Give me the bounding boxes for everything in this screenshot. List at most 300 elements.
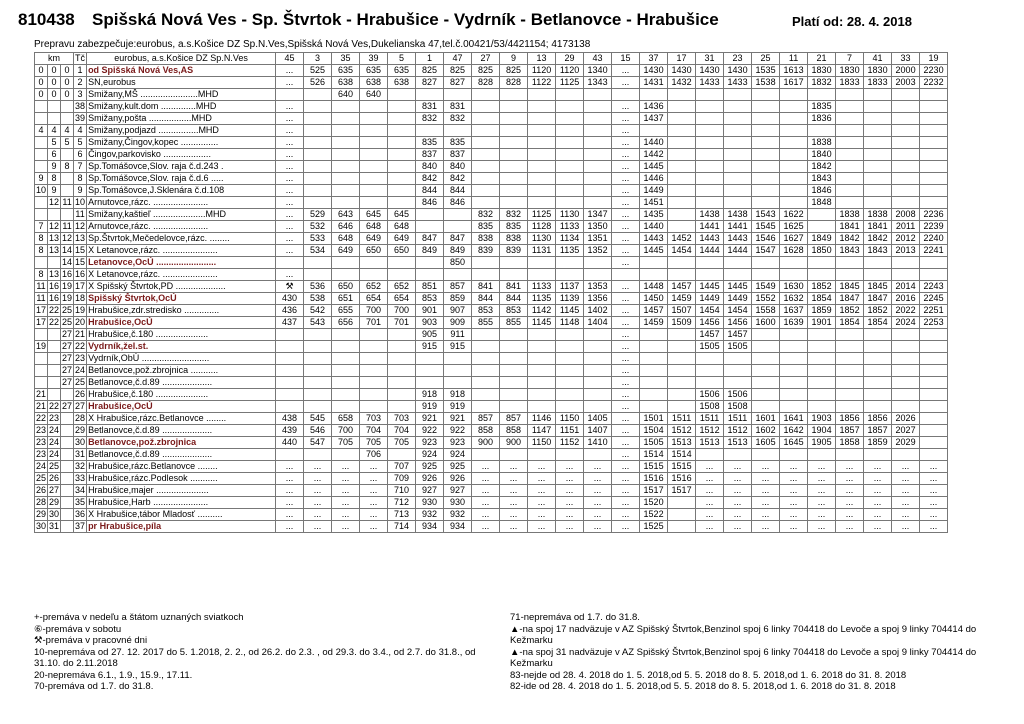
departure-time bbox=[360, 269, 388, 281]
departure-time bbox=[276, 257, 304, 269]
km-cell: 19 bbox=[62, 293, 73, 303]
departure-time: 1440 bbox=[640, 221, 668, 233]
departure-time bbox=[388, 257, 416, 269]
departure-time: 827 bbox=[444, 77, 472, 89]
stop-index-cell: 3 bbox=[74, 89, 87, 101]
departure-time bbox=[724, 185, 752, 197]
departure-time bbox=[696, 113, 724, 125]
departure-time: 1456 bbox=[724, 317, 752, 329]
km-cell: 4 bbox=[61, 125, 74, 137]
departure-time bbox=[360, 149, 388, 161]
departure-time bbox=[920, 353, 948, 365]
departure-time bbox=[500, 161, 528, 173]
departure-time bbox=[584, 449, 612, 461]
departure-time bbox=[920, 341, 948, 353]
departure-time: ... bbox=[556, 497, 584, 509]
departure-time: 1505 bbox=[724, 341, 752, 353]
departure-time: ... bbox=[472, 461, 500, 473]
trip-number: 27 bbox=[472, 53, 500, 65]
departure-time bbox=[528, 185, 556, 197]
footnote: 82-ide od 28. 4. 2018 do 1. 5. 2018,od 5. 5. 2018 do 8. 5. 2018,od 1. 6. 2018 do 31. 8. 2018 bbox=[510, 681, 896, 692]
departure-time bbox=[780, 101, 808, 113]
departure-time bbox=[808, 449, 836, 461]
departure-time: ... bbox=[612, 389, 640, 401]
departure-time: 857 bbox=[472, 413, 500, 425]
departure-time bbox=[668, 149, 696, 161]
departure-time: ... bbox=[612, 257, 640, 269]
departure-time: ... bbox=[612, 473, 640, 485]
departure-time bbox=[892, 173, 920, 185]
km-cell bbox=[35, 209, 48, 221]
departure-time bbox=[696, 449, 724, 461]
departure-time bbox=[528, 401, 556, 413]
departure-time bbox=[304, 341, 332, 353]
timetable-row bbox=[35, 149, 948, 161]
departure-time bbox=[836, 401, 864, 413]
departure-time bbox=[500, 389, 528, 401]
departure-time bbox=[780, 365, 808, 377]
departure-time bbox=[472, 149, 500, 161]
departure-time bbox=[388, 377, 416, 389]
departure-time: 1515 bbox=[640, 461, 668, 473]
departure-time: ... bbox=[696, 521, 724, 533]
km-cell bbox=[35, 377, 48, 389]
departure-time bbox=[388, 197, 416, 209]
departure-time: 1352 bbox=[584, 245, 612, 257]
km-cell: 26 bbox=[36, 485, 47, 495]
departure-time: 1442 bbox=[640, 149, 668, 161]
departure-time bbox=[808, 353, 836, 365]
departure-time: 2253 bbox=[920, 317, 948, 329]
departure-time: 1903 bbox=[808, 413, 836, 425]
timetable-row bbox=[35, 65, 948, 77]
departure-time: 635 bbox=[332, 65, 360, 77]
departure-time bbox=[724, 257, 752, 269]
departure-time: 859 bbox=[444, 293, 472, 305]
timetable-row bbox=[35, 221, 948, 233]
departure-time bbox=[528, 377, 556, 389]
departure-time bbox=[892, 401, 920, 413]
departure-time bbox=[752, 365, 780, 377]
departure-time: ... bbox=[752, 521, 780, 533]
km-cell bbox=[61, 389, 74, 401]
stop-index-cell: 36 bbox=[75, 509, 86, 519]
km-cell: 11 bbox=[36, 293, 46, 303]
departure-time: 640 bbox=[332, 89, 360, 101]
departure-time: 1135 bbox=[528, 293, 556, 305]
departure-time bbox=[668, 161, 696, 173]
km-cell: 13 bbox=[49, 269, 60, 279]
km-cell: 0 bbox=[35, 77, 48, 89]
departure-time bbox=[780, 389, 808, 401]
departure-time bbox=[332, 389, 360, 401]
departure-time bbox=[724, 113, 752, 125]
departure-time bbox=[808, 209, 836, 221]
departure-time: 437 bbox=[276, 317, 304, 329]
stop-name: Čingov,parkovisko ................... bbox=[87, 149, 276, 161]
km-cell: 24 bbox=[36, 461, 47, 471]
departure-time: 1430 bbox=[668, 65, 696, 77]
departure-time bbox=[528, 365, 556, 377]
departure-time bbox=[752, 113, 780, 125]
departure-time: ... bbox=[780, 461, 808, 473]
departure-time: 927 bbox=[416, 485, 444, 497]
departure-time: 855 bbox=[500, 317, 528, 329]
departure-time: 1847 bbox=[864, 293, 892, 305]
departure-time bbox=[724, 365, 752, 377]
departure-time bbox=[304, 173, 332, 185]
stop-name: Smižany,podjazd ................MHD bbox=[87, 125, 276, 137]
departure-time bbox=[332, 173, 360, 185]
departure-time bbox=[584, 257, 612, 269]
departure-time: 709 bbox=[388, 473, 416, 485]
departure-time bbox=[752, 401, 780, 413]
departure-time: ... bbox=[276, 245, 304, 257]
departure-time bbox=[920, 413, 948, 425]
departure-time bbox=[864, 125, 892, 137]
departure-time bbox=[528, 113, 556, 125]
departure-time bbox=[388, 137, 416, 149]
departure-time: 1835 bbox=[808, 101, 836, 113]
stop-index-cell: 12 bbox=[75, 221, 86, 231]
departure-time: 849 bbox=[444, 245, 472, 257]
departure-time: 1507 bbox=[668, 305, 696, 317]
departure-time bbox=[472, 257, 500, 269]
departure-time: ... bbox=[276, 209, 304, 221]
departure-time bbox=[892, 377, 920, 389]
departure-time bbox=[304, 161, 332, 173]
km-cell: 0 bbox=[61, 65, 74, 77]
departure-time bbox=[668, 341, 696, 353]
stop-name: Spišský Štvrtok,OcÚ bbox=[87, 293, 276, 305]
departure-time bbox=[360, 389, 388, 401]
departure-time: 2026 bbox=[892, 413, 920, 425]
departure-time: ... bbox=[612, 365, 640, 377]
departure-time bbox=[864, 377, 892, 389]
km-cell bbox=[48, 341, 61, 353]
departure-time: ... bbox=[696, 509, 724, 521]
departure-time bbox=[276, 89, 304, 101]
departure-time bbox=[360, 401, 388, 413]
departure-time: ... bbox=[612, 293, 640, 305]
departure-time: 844 bbox=[472, 293, 500, 305]
departure-time: ... bbox=[500, 485, 528, 497]
departure-time: 706 bbox=[360, 449, 388, 461]
departure-time: 911 bbox=[444, 329, 472, 341]
km-cell: 27 bbox=[62, 341, 73, 351]
departure-time: 534 bbox=[304, 245, 332, 257]
departure-time: 1632 bbox=[780, 293, 808, 305]
departure-time: 1454 bbox=[696, 305, 724, 317]
departure-time: ... bbox=[836, 485, 864, 497]
departure-time bbox=[920, 197, 948, 209]
departure-time: 1407 bbox=[584, 425, 612, 437]
departure-time: 2027 bbox=[892, 425, 920, 437]
departure-time: 1128 bbox=[528, 221, 556, 233]
km-cell: 25 bbox=[49, 461, 60, 471]
departure-time bbox=[668, 173, 696, 185]
stop-index-cell: 30 bbox=[75, 437, 86, 447]
departure-time bbox=[668, 185, 696, 197]
departure-time: 1445 bbox=[640, 161, 668, 173]
departure-time bbox=[640, 365, 668, 377]
departure-time bbox=[668, 353, 696, 365]
departure-time bbox=[780, 197, 808, 209]
departure-time bbox=[360, 353, 388, 365]
departure-time: ... bbox=[304, 521, 332, 533]
departure-time bbox=[388, 89, 416, 101]
departure-time bbox=[332, 401, 360, 413]
footnote: ⚒-premáva v pracovné dni bbox=[34, 635, 148, 646]
departure-time bbox=[472, 401, 500, 413]
timetable-row bbox=[35, 365, 948, 377]
departure-time: 1456 bbox=[696, 317, 724, 329]
km-cell: 27 bbox=[62, 377, 73, 387]
departure-time: 1504 bbox=[640, 425, 668, 437]
stop-index-cell: 10 bbox=[75, 197, 86, 207]
stop-name: Sp.Tomášovce,Slov. raja č.d.6 ..... bbox=[87, 173, 276, 185]
km-cell: 0 bbox=[61, 77, 74, 89]
departure-time: 1854 bbox=[836, 317, 864, 329]
departure-time: 2240 bbox=[920, 233, 948, 245]
departure-time bbox=[276, 341, 304, 353]
trip-number: 47 bbox=[444, 53, 472, 65]
departure-time: ... bbox=[864, 461, 892, 473]
departure-time: ... bbox=[528, 473, 556, 485]
departure-time: 648 bbox=[388, 221, 416, 233]
departure-time bbox=[500, 149, 528, 161]
stop-name: Vydrník,ObÚ ........................... bbox=[87, 353, 276, 365]
departure-time: 918 bbox=[444, 389, 472, 401]
departure-time bbox=[696, 269, 724, 281]
departure-time: 1645 bbox=[780, 437, 808, 449]
departure-time: 828 bbox=[472, 77, 500, 89]
departure-time bbox=[836, 137, 864, 149]
departure-time bbox=[780, 341, 808, 353]
departure-time bbox=[360, 125, 388, 137]
departure-time bbox=[808, 389, 836, 401]
departure-time: 1438 bbox=[724, 209, 752, 221]
departure-time: 1444 bbox=[696, 245, 724, 257]
departure-time bbox=[640, 125, 668, 137]
km-cell: 27 bbox=[62, 401, 73, 411]
km-cell: 13 bbox=[49, 245, 60, 255]
km-cell bbox=[61, 473, 74, 485]
departure-time: 645 bbox=[360, 209, 388, 221]
departure-time bbox=[304, 149, 332, 161]
departure-time bbox=[556, 125, 584, 137]
departure-time: 837 bbox=[416, 149, 444, 161]
departure-time bbox=[640, 257, 668, 269]
departure-time: 839 bbox=[500, 245, 528, 257]
departure-time: 832 bbox=[444, 113, 472, 125]
departure-time: 921 bbox=[444, 413, 472, 425]
departure-time: 1841 bbox=[864, 221, 892, 233]
departure-time bbox=[556, 353, 584, 365]
departure-time: ... bbox=[696, 473, 724, 485]
departure-time: 1457 bbox=[640, 305, 668, 317]
timetable-row bbox=[35, 245, 948, 257]
departure-time bbox=[444, 377, 472, 389]
departure-time bbox=[332, 341, 360, 353]
departure-time: ... bbox=[836, 497, 864, 509]
departure-time: 1443 bbox=[640, 233, 668, 245]
km-cell: 25 bbox=[62, 317, 73, 327]
departure-time bbox=[920, 425, 948, 437]
departure-time: ... bbox=[360, 521, 388, 533]
km-cell bbox=[48, 389, 61, 401]
departure-time bbox=[332, 185, 360, 197]
departure-time: ... bbox=[920, 509, 948, 521]
departure-time bbox=[332, 449, 360, 461]
departure-time: 2243 bbox=[920, 281, 948, 293]
departure-time bbox=[836, 161, 864, 173]
stop-index-cell: 16 bbox=[75, 269, 86, 279]
departure-time bbox=[696, 137, 724, 149]
km-cell: 22 bbox=[49, 401, 60, 411]
departure-time bbox=[500, 101, 528, 113]
departure-time: 1512 bbox=[668, 425, 696, 437]
departure-time: 1146 bbox=[528, 413, 556, 425]
departure-time: ... bbox=[332, 461, 360, 473]
stop-name: Hrabušice,č.180 ..................... bbox=[87, 329, 276, 341]
stop-name: Arnutovce,rázc. ...................... bbox=[87, 221, 276, 233]
departure-time: ... bbox=[500, 473, 528, 485]
departure-time: 932 bbox=[416, 509, 444, 521]
km-cell: 0 bbox=[35, 89, 48, 101]
departure-time: 1516 bbox=[668, 473, 696, 485]
departure-time: ... bbox=[724, 473, 752, 485]
departure-time bbox=[500, 449, 528, 461]
departure-time bbox=[836, 89, 864, 101]
departure-time: 705 bbox=[360, 437, 388, 449]
departure-time bbox=[864, 449, 892, 461]
departure-time: 901 bbox=[416, 305, 444, 317]
departure-time bbox=[752, 149, 780, 161]
stop-name: Betlanovce,č.d.89 .................... bbox=[87, 425, 276, 437]
km-cell: 0 bbox=[48, 65, 61, 77]
departure-time: ... bbox=[864, 497, 892, 509]
stop-index-cell: 21 bbox=[75, 329, 86, 339]
departure-time: 2245 bbox=[920, 293, 948, 305]
departure-time bbox=[500, 137, 528, 149]
departure-time: ... bbox=[304, 485, 332, 497]
departure-time: 714 bbox=[388, 521, 416, 533]
km-cell: 5 bbox=[48, 137, 61, 149]
departure-time bbox=[752, 125, 780, 137]
departure-time: 1133 bbox=[556, 221, 584, 233]
departure-time: 905 bbox=[416, 329, 444, 341]
departure-time bbox=[416, 269, 444, 281]
departure-time bbox=[472, 137, 500, 149]
departure-time: 649 bbox=[360, 233, 388, 245]
departure-time bbox=[668, 209, 696, 221]
departure-time bbox=[360, 137, 388, 149]
departure-time: ... bbox=[892, 521, 920, 533]
stop-index-cell: 7 bbox=[74, 161, 87, 173]
departure-time: 858 bbox=[472, 425, 500, 437]
departure-time: ... bbox=[276, 185, 304, 197]
km-cell: 25 bbox=[36, 473, 47, 483]
departure-time: 915 bbox=[444, 341, 472, 353]
departure-time bbox=[304, 377, 332, 389]
departure-time bbox=[584, 113, 612, 125]
departure-time: 526 bbox=[304, 77, 332, 89]
departure-time: ... bbox=[836, 509, 864, 521]
km-cell bbox=[48, 377, 61, 389]
departure-time bbox=[444, 125, 472, 137]
departure-time: 1437 bbox=[640, 113, 668, 125]
departure-time bbox=[808, 257, 836, 269]
departure-time: 1850 bbox=[808, 245, 836, 257]
departure-time: 1449 bbox=[724, 293, 752, 305]
km-cell bbox=[61, 173, 74, 185]
departure-time: 2000 bbox=[892, 65, 920, 77]
footnote: 10-nepremáva od 27. 12. 2017 do 5. 1.2018, 2. 2., od 26.2. do 2.3. , od 29.3. do 3.4., od 2.7. do 31.8., od 31.10. do 2.11.2018 bbox=[34, 646, 476, 669]
departure-time: 847 bbox=[444, 233, 472, 245]
departure-time: 1343 bbox=[584, 77, 612, 89]
km-cell: 16 bbox=[49, 281, 60, 291]
departure-time: 713 bbox=[388, 509, 416, 521]
departure-time: 1501 bbox=[640, 413, 668, 425]
departure-time bbox=[752, 377, 780, 389]
stop-name: od Spišská Nová Ves,AS bbox=[87, 65, 276, 77]
departure-time: 635 bbox=[360, 65, 388, 77]
departure-time bbox=[416, 257, 444, 269]
departure-time: 1452 bbox=[668, 233, 696, 245]
departure-time: 1430 bbox=[696, 65, 724, 77]
departure-time: 1430 bbox=[640, 65, 668, 77]
timetable-row bbox=[35, 305, 948, 317]
stop-index-cell: 35 bbox=[75, 497, 86, 507]
departure-time: 842 bbox=[444, 173, 472, 185]
departure-time bbox=[724, 353, 752, 365]
departure-time: 651 bbox=[332, 293, 360, 305]
departure-time: ... bbox=[276, 197, 304, 209]
departure-time: 1637 bbox=[780, 305, 808, 317]
departure-time bbox=[332, 149, 360, 161]
departure-time: ... bbox=[892, 497, 920, 509]
departure-time: 533 bbox=[304, 233, 332, 245]
stop-index-cell: 2 bbox=[74, 77, 87, 89]
departure-time: 1410 bbox=[584, 437, 612, 449]
departure-time: 846 bbox=[416, 197, 444, 209]
departure-time: ... bbox=[276, 113, 304, 125]
trip-number: 1 bbox=[416, 53, 444, 65]
departure-time bbox=[360, 185, 388, 197]
departure-time: 1602 bbox=[752, 425, 780, 437]
departure-time: ... bbox=[612, 113, 640, 125]
departure-time bbox=[836, 353, 864, 365]
departure-time bbox=[556, 257, 584, 269]
km-cell: 25 bbox=[62, 305, 73, 315]
departure-time bbox=[472, 449, 500, 461]
stop-name: Vydrník,žel.st. bbox=[87, 341, 276, 353]
departure-time: 707 bbox=[388, 461, 416, 473]
departure-time: ... bbox=[556, 485, 584, 497]
departure-time bbox=[472, 377, 500, 389]
departure-time bbox=[724, 269, 752, 281]
departure-time: 1641 bbox=[780, 413, 808, 425]
departure-time: 903 bbox=[416, 317, 444, 329]
departure-time: ... bbox=[304, 473, 332, 485]
departure-time: 825 bbox=[500, 65, 528, 77]
timetable-row bbox=[35, 137, 948, 149]
departure-time bbox=[668, 137, 696, 149]
departure-time: ... bbox=[612, 233, 640, 245]
departure-time: 926 bbox=[416, 473, 444, 485]
departure-time bbox=[696, 365, 724, 377]
